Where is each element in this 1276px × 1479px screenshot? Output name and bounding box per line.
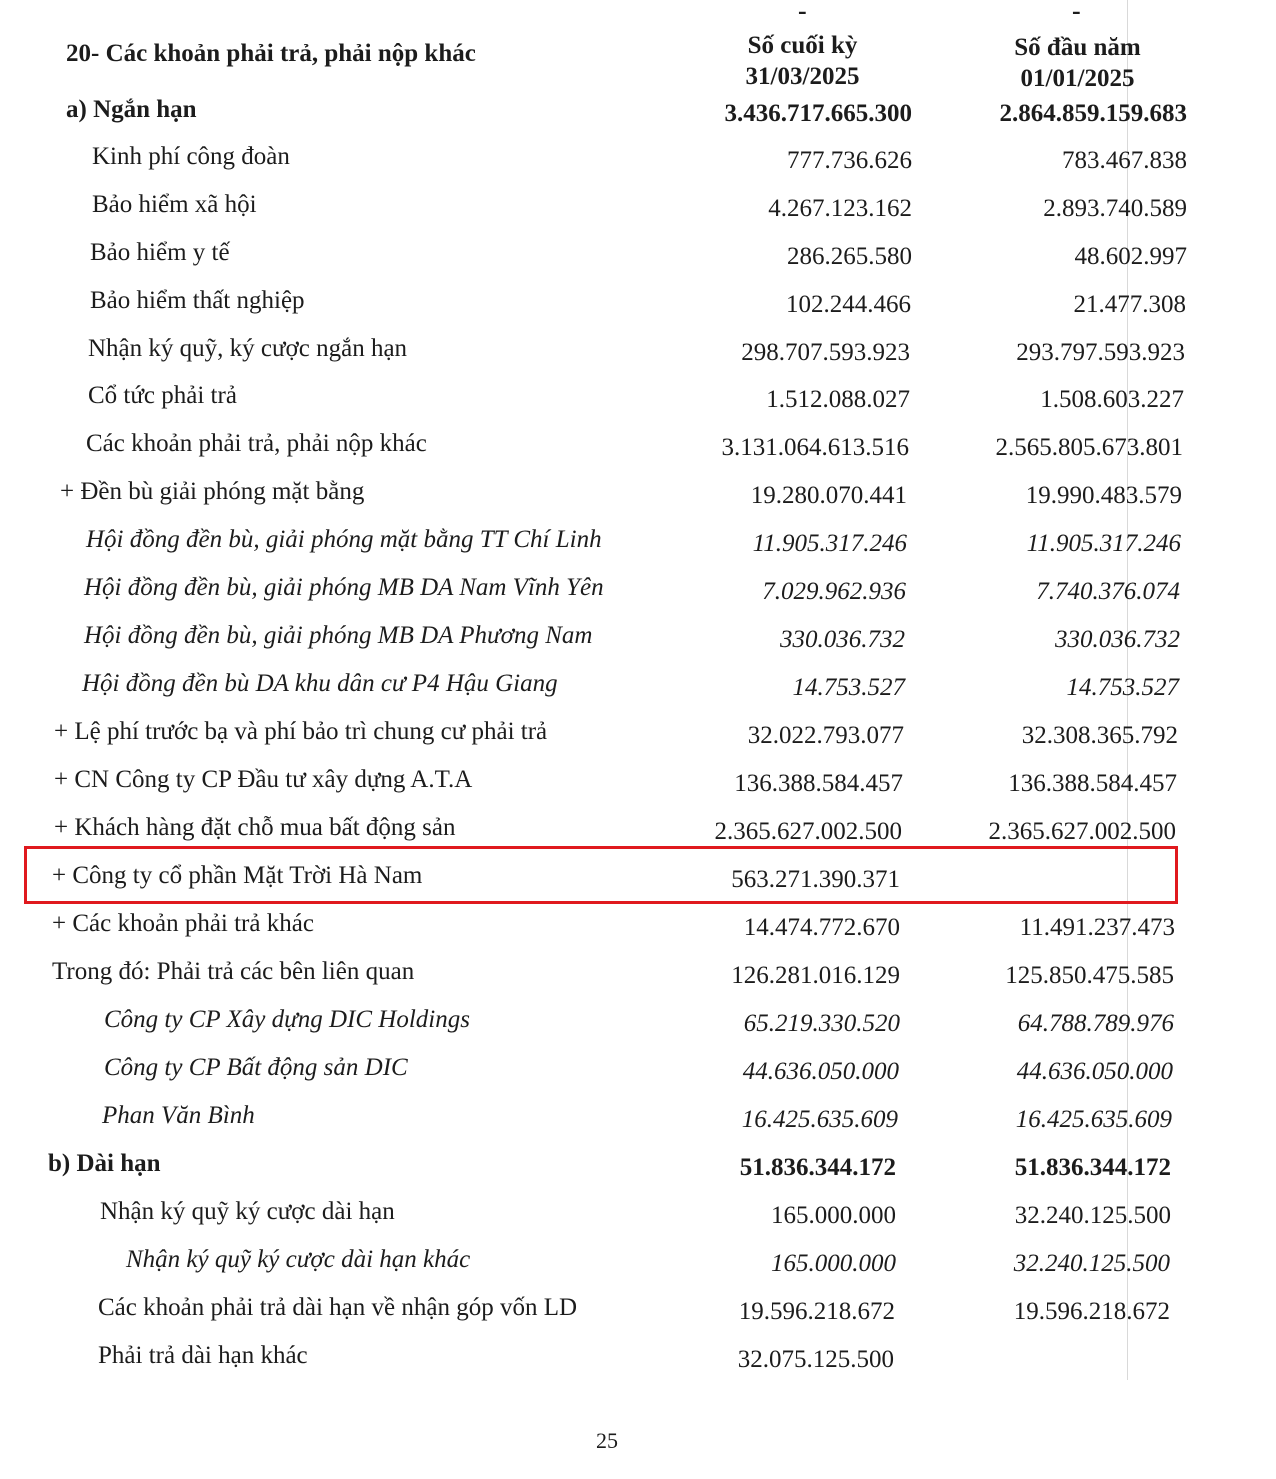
row-label: Nhận ký quỹ, ký cược ngắn hạn (88, 335, 408, 362)
table-row (0, 287, 1276, 327)
column-start-mark: - (1072, 0, 1081, 25)
value-start-of-year: 32.240.125.500 (1014, 1202, 1171, 1229)
table-row (0, 478, 1276, 518)
value-start-of-year: 2.893.740.589 (1043, 195, 1187, 222)
value-end-of-period: 777.736.626 (787, 147, 912, 174)
value-start-of-year: 21.477.308 (1073, 291, 1186, 318)
row-label: a) Ngắn hạn (66, 96, 197, 123)
table-row (0, 718, 1276, 758)
table-row (0, 670, 1276, 710)
table-row (0, 96, 1276, 136)
row-label: Bảo hiểm y tế (90, 239, 230, 266)
table-row (0, 766, 1276, 806)
value-start-of-year: 330.036.732 (1055, 626, 1180, 653)
value-start-of-year: 48.602.997 (1074, 243, 1187, 270)
value-end-of-period: 165.000.000 (771, 1250, 896, 1277)
table-row (0, 191, 1276, 231)
table-row (0, 143, 1276, 183)
value-start-of-year: 2.365.627.002.500 (988, 818, 1176, 845)
row-label: Kinh phí công đoàn (92, 143, 290, 170)
value-end-of-period: 32.022.793.077 (747, 722, 904, 749)
value-start-of-year: 7.740.376.074 (1036, 578, 1180, 605)
row-label: Các khoản phải trả dài hạn về nhận góp vốn LD (98, 1294, 578, 1321)
value-start-of-year: 19.596.218.672 (1013, 1298, 1170, 1325)
section-title: 20- Các khoản phải trả, phải nộp khác (66, 40, 476, 67)
value-end-of-period: 65.219.330.520 (743, 1010, 900, 1037)
row-label: Hội đồng đền bù DA khu dân cư P4 Hậu Giang (82, 670, 558, 697)
column-header-start (975, 32, 1180, 94)
value-start-of-year: 32.240.125.500 (1013, 1250, 1170, 1277)
row-label: + Lệ phí trước bạ và phí bảo trì chung cư phải trả (54, 718, 548, 745)
column-header-start-title: Số đầu năm (1014, 34, 1141, 61)
table-row (0, 239, 1276, 279)
row-label: Hội đồng đền bù, giải phóng mặt bằng TT Chí Linh (86, 526, 602, 553)
value-end-of-period: 19.596.218.672 (738, 1298, 895, 1325)
row-label: Công ty CP Bất động sản DIC (104, 1054, 408, 1081)
value-start-of-year: 44.636.050.000 (1016, 1058, 1173, 1085)
value-start-of-year: 11.491.237.473 (1019, 914, 1175, 941)
value-end-of-period: 2.365.627.002.500 (714, 818, 902, 845)
value-start-of-year: 14.753.527 (1066, 674, 1179, 701)
value-end-of-period: 19.280.070.441 (750, 482, 907, 509)
table-row (0, 1246, 1276, 1286)
table-row (0, 1102, 1276, 1142)
value-end-of-period: 3.131.064.613.516 (721, 434, 909, 461)
column-header-end-date: 31/03/2025 (745, 63, 860, 90)
row-label: Trong đó: Phải trả các bên liên quan (52, 958, 415, 985)
value-end-of-period: 14.474.772.670 (743, 914, 900, 941)
row-label: Hội đồng đền bù, giải phóng MB DA Nam Vĩnh Yên (84, 574, 604, 601)
row-label: Bảo hiểm xã hội (92, 191, 257, 218)
page-number: 25 (596, 1428, 618, 1453)
value-end-of-period: 7.029.962.936 (762, 578, 906, 605)
table-row (0, 1294, 1276, 1334)
value-end-of-period: 102.244.466 (786, 291, 911, 318)
value-start-of-year: 11.905.317.246 (1026, 530, 1181, 557)
column-header-end-title: Số cuối kỳ (747, 32, 858, 59)
row-label: + CN Công ty CP Đầu tư xây dựng A.T.A (54, 766, 473, 793)
value-end-of-period: 563.271.390.371 (731, 866, 900, 893)
value-start-of-year: 51.836.344.172 (1014, 1154, 1171, 1181)
row-label: + Đền bù giải phóng mặt bằng (60, 478, 365, 505)
table-row (0, 1006, 1276, 1046)
table-row (0, 622, 1276, 662)
value-end-of-period: 1.512.088.027 (766, 386, 910, 413)
value-end-of-period: 32.075.125.500 (737, 1346, 894, 1373)
value-end-of-period: 286.265.580 (787, 243, 912, 270)
column-header-start-date: 01/01/2025 (1020, 65, 1135, 92)
value-end-of-period: 165.000.000 (771, 1202, 896, 1229)
highlight-box (24, 846, 1178, 904)
row-label: Công ty CP Xây dựng DIC Holdings (104, 1006, 470, 1033)
column-header-end (700, 30, 905, 92)
row-label: + Khách hàng đặt chỗ mua bất động sản (54, 814, 456, 841)
value-end-of-period: 14.753.527 (792, 674, 905, 701)
value-end-of-period: 136.388.584.457 (734, 770, 903, 797)
table-row (0, 574, 1276, 614)
row-label: Nhận ký quỹ ký cược dài hạn (100, 1198, 395, 1225)
row-label: Nhận ký quỹ ký cược dài hạn khác (126, 1246, 471, 1273)
table-row (0, 430, 1276, 470)
value-end-of-period: 4.267.123.162 (768, 195, 912, 222)
value-start-of-year: 2.565.805.673.801 (995, 434, 1183, 461)
value-start-of-year: 293.797.593.923 (1016, 339, 1185, 366)
value-start-of-year: 16.425.635.609 (1015, 1106, 1172, 1133)
value-end-of-period: 11.905.317.246 (752, 530, 907, 557)
value-start-of-year: 125.850.475.585 (1005, 962, 1174, 989)
value-start-of-year: 136.388.584.457 (1008, 770, 1177, 797)
table-row (0, 1150, 1276, 1190)
value-end-of-period: 51.836.344.172 (739, 1154, 896, 1181)
column-end-mark: - (798, 0, 807, 25)
row-label: + Công ty cổ phần Mặt Trời Hà Nam (52, 862, 423, 889)
table-row (0, 526, 1276, 566)
table-row (0, 958, 1276, 998)
value-end-of-period: 126.281.016.129 (731, 962, 900, 989)
row-label: Các khoản phải trả, phải nộp khác (86, 430, 427, 457)
row-label: Hội đồng đền bù, giải phóng MB DA Phương Nam (84, 622, 593, 649)
row-label: Bảo hiểm thất nghiệp (90, 287, 305, 314)
value-start-of-year: 19.990.483.579 (1025, 482, 1182, 509)
table-row (0, 382, 1276, 422)
value-end-of-period: 330.036.732 (780, 626, 905, 653)
value-end-of-period: 44.636.050.000 (742, 1058, 899, 1085)
value-end-of-period: 298.707.593.923 (741, 339, 910, 366)
table-row (0, 1054, 1276, 1094)
row-label: Phải trả dài hạn khác (98, 1342, 308, 1369)
value-start-of-year: 32.308.365.792 (1021, 722, 1178, 749)
value-end-of-period: 16.425.635.609 (741, 1106, 898, 1133)
value-end-of-period: 3.436.717.665.300 (724, 100, 912, 127)
value-start-of-year: 1.508.603.227 (1040, 386, 1184, 413)
row-label: + Các khoản phải trả khác (52, 910, 314, 937)
table-row (0, 1198, 1276, 1238)
table-row (0, 910, 1276, 950)
row-label: b) Dài hạn (48, 1150, 161, 1177)
table-row (0, 1342, 1276, 1382)
value-start-of-year: 783.467.838 (1062, 147, 1187, 174)
row-label: Cổ tức phải trả (88, 382, 237, 409)
table-row (0, 335, 1276, 375)
value-start-of-year: 64.788.789.976 (1017, 1010, 1174, 1037)
row-label: Phan Văn Bình (102, 1102, 255, 1129)
value-start-of-year: 2.864.859.159.683 (999, 100, 1187, 127)
